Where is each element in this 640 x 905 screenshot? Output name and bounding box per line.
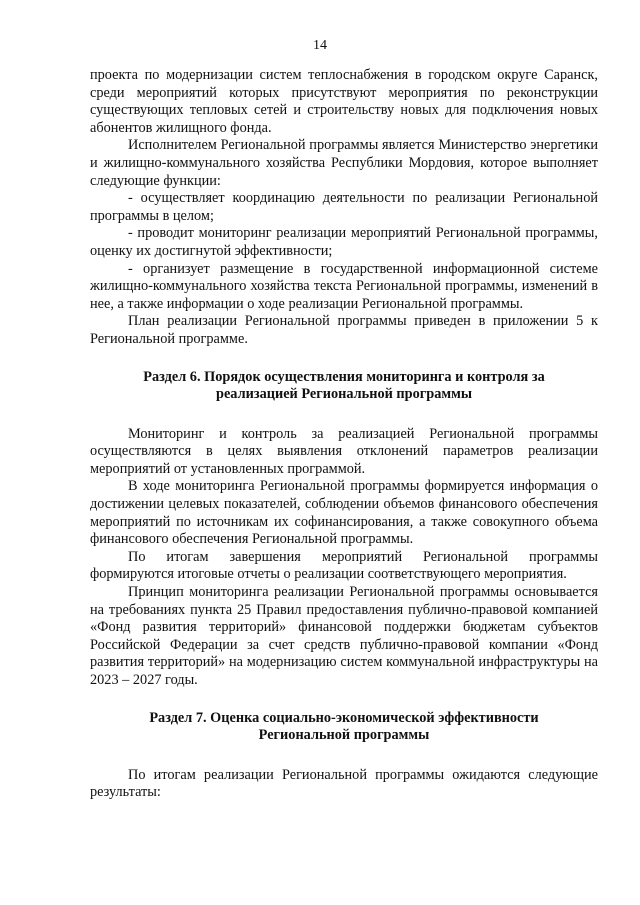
- section-6-heading-line2: реализацией Региональной программы: [216, 386, 472, 403]
- section-6-heading-line1: Раздел 6. Порядок осуществления мониторинга и контроля за: [143, 368, 545, 385]
- list-item: - осуществляет координацию деятельности по реализации Региональной программы в целом;: [90, 190, 598, 224]
- list-item: - организует размещение в государственной информационной системе жилищно-коммунального хозяйства текста Региональной программы, изменений в нее, а также информации о ходе реализации Региональной программы.: [90, 260, 598, 312]
- section-7-heading-line1: Раздел 7. Оценка социально-экономической эффективности: [149, 709, 539, 726]
- paragraph: Исполнителем Региональной программы является Министерство энергетики и жилищно-коммунального хозяйства Республики Мордовия, которое выполняет следующие функции:: [90, 137, 598, 189]
- section-7-heading-line2: Региональной программы: [258, 727, 430, 744]
- paragraph: Принцип мониторинга реализации Региональной программы основывается на требованиях пункта 25 Правил предоставления публично-правовой компанией «Фонд развития территорий» финансовой поддержки бюджетам субъектов Российской Федерации за счет средств публично-правовой компании «Фонд развития территорий» на модернизацию систем коммунальной инфраструктуры на 2023 – 2027 годы.: [90, 584, 598, 688]
- page-number: 14: [313, 38, 327, 53]
- paragraph: План реализации Региональной программы приведен в приложении 5 к Региональной программе.: [90, 313, 598, 347]
- paragraph: По итогам реализации Региональной программы ожидаются следующие результаты:: [90, 766, 598, 801]
- section-7-heading: [90, 710, 598, 745]
- paragraph: По итогам завершения мероприятий Региональной программы формируются итоговые отчеты о реализации соответствующего мероприятия.: [90, 548, 598, 583]
- list-item: - проводит мониторинг реализации мероприятий Региональной программы, оценку их достигнутой эффективности;: [90, 225, 598, 259]
- paragraph: В ходе мониторинга Региональной программы формируется информация о достижении целевых показателей, соблюдении объемов финансового обеспечения мероприятий по источникам их софинансирования, а также совокупного объема финансового обеспечения Региональной программы.: [90, 478, 598, 548]
- paragraph: Мониторинг и контроль за реализацией Региональной программы осуществляются в целях выявления отклонений параметров реализации мероприятий от установленных программой.: [90, 425, 598, 477]
- document-body: [90, 67, 598, 802]
- section-6-heading: [90, 369, 598, 404]
- paragraph: проекта по модернизации систем теплоснабжения в городском округе Саранск, среди мероприятий которых присутствуют мероприятия по реконструкции существующих тепловых сетей и строительству новых для подключения новых абонентов жилищного фонда.: [90, 67, 598, 136]
